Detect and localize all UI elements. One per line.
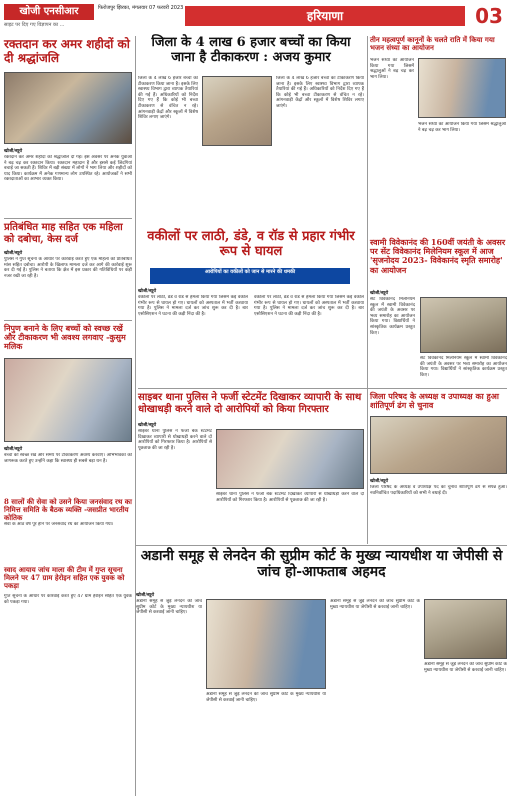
section-title: हरियाणा <box>185 6 465 26</box>
sub-line: साइट पर दिए गए विज्ञापन का ... <box>4 22 65 28</box>
story-1-photo <box>4 72 132 144</box>
story-4-body-col1: जिला के 4 लाख 6 हजार बच्चों का टीकाकरण किया जाना है। इसके लिए स्वास्थ्य विभाग द्वारा व्यापक तैयारियां की गई हैं। अधिकारियों को निर्देश दिए गए हैं कि कोई भी बच्चा टीकाकरण से वंचित न रहे। आंगनवाड़ी केंद्रों और स्कूलों में विशेष शिविर लगाए जाएंगे। <box>138 76 198 121</box>
story-8-body-col2: साइबर थाना पुलिस ने फर्जी बैंक स्टेटमेंट दिखाकर व्यापारी से धोखाधड़ी करने वाले दो आरोपियों को गिरफ्तार किया है। आरोपियों से पूछताछ की जा रही है। <box>216 492 364 503</box>
newspaper-logo: खोजी एनसीआर <box>4 4 94 20</box>
story-3-byline: खोजी/ब्यूरो <box>4 447 23 452</box>
date-line: फिरोजपुर झिरका, मंगलवार 07 फरवरी 2023 <box>98 5 184 11</box>
story-11-headline: अडानी समूह से लेनदेन की सुप्रीम कोर्ट के मुख्य न्यायधीश या जेपीसी से जांच हो-आफताब अहमद <box>140 548 503 581</box>
story-9-body: जिला परिषद के अध्यक्ष व उपाध्यक्ष पद का चुनाव शांतिपूर्ण ढंग से संपन्न हुआ। नवनिर्वाचित पदाधिकारियों को सभी ने बधाई दी। <box>370 485 507 496</box>
story-7-body-col1: भजन संध्या का आयोजन किया गया जिसमें श्रद्धालुओं ने बढ़ चढ़ कर भाग लिया। <box>370 58 414 80</box>
story-6-headline: स्वामी विवेकानंद की 160वीं जयंती के अवसर पर सेंट विवेकानंद मिलेनियम स्कूल में आज 'सृजनोदय 2023- विवेकानंद स्मृति समारोह' का आयोजन <box>370 237 506 275</box>
story-5-banner: आरोपियों का वकीलों को जान से मारने की धमकी <box>150 268 350 284</box>
story-7-body-col2: भजन संध्या का आयोजन किया गया जिसमें श्रद्धालुओं ने बढ़ चढ़ कर भाग लिया। <box>418 122 506 133</box>
story-8-headline: साइबर थाना पुलिस ने फर्जी स्टेटमेंट दिखाकर व्यापारी के साथ धोखाधड़ी करने वाले दो आरोपियों को किया गिरफ्तार <box>138 392 362 415</box>
story-4-photo <box>202 76 272 146</box>
story-9-photo <box>370 416 507 474</box>
story-5-body-col2: वकीलों पर लाठी, डंडे व रॉड से हमला किया गया जिसमें कई वकील गंभीर रूप से घायल हो गए। घायलों को अस्पताल में भर्ती करवाया गया है। पुलिस ने मामला दर्ज कर जांच शुरू कर दी है। बार एसोसिएशन ने घटना की कड़ी निंदा की है। <box>254 295 364 317</box>
story-11-photo-2 <box>424 599 507 659</box>
story-8-photo <box>216 429 364 489</box>
story-10-body: सेवा के आठ वर्ष पूरे होने पर जनसंवाद रथ का आयोजन किया गया। <box>4 522 114 527</box>
story-3-photo <box>4 358 132 442</box>
story-2-byline: खोजी/ब्यूरो <box>4 251 23 256</box>
story-10-headline: 8 सालों की सेवा को उसने किया जनसंवाद रथ का निमित्त समिति के बैठक व्यक्ति -जसप्रीत भारतीय कोतिक <box>4 497 132 523</box>
story-11-photo <box>206 599 326 689</box>
story-5-headline: वकीलों पर लाठी, डंडे, व रॉड से प्रहार गंभीर रूप से घायल <box>147 229 355 259</box>
story-7-headline: तीन महत्वपूर्ण कानूनों के चलते राति में किया गया भजन संध्या का आयोजन <box>370 35 495 53</box>
story-6-photo <box>420 297 507 353</box>
story-12-headline: स्वाद आयाय जांच माला की टीम में गुप्त सूचना मिलने पर 47 ग्राम हेरोइन सहित एक युवक को पकड़ा <box>4 565 125 591</box>
story-2-body: पुलिस ने गुप्त सूचना के आधार पर कार्रवाई करते हुए एक महिला को प्रतिबंधित मांस सहित दबोचा। आरोपी के खिलाफ मामला दर्ज कर आगे की कार्रवाई शुरू कर दी गई है। पुलिस ने बताया कि क्षेत्र में इस प्रकार की गतिविधियों पर कड़ी नजर रखी जा रही है। <box>4 257 132 279</box>
story-12-body: गुप्त सूचना के आधार पर कार्रवाई करते हुए 47 ग्राम हेरोइन सहित एक युवक को पकड़ा गया। <box>4 594 132 605</box>
story-3-body: बच्चों को स्वच्छ रखें और समय पर टीकाकरण अवश्य करवाएं। अभिभावकों को जागरूक करते हुए उन्होंने कहा कि स्वास्थ्य ही सबसे बड़ा धन है। <box>4 453 132 464</box>
story-1-body: रक्तदान कर अमर शहीदों को श्रद्धांजलि दी गई। इस अवसर पर अनेक युवाओं ने बढ़ चढ़ कर रक्तदान किया। रक्तदान महादान है और इससे कई जिंदगियां बचाई जा सकती हैं। शिविर में बड़ी संख्या में लोगों ने भाग लिया और शहीदों को याद किया। कार्यक्रम में अनेक गणमान्य लोग उपस्थित रहे। आयोजकों ने सभी रक्तदाताओं का आभार व्यक्त किया। <box>4 155 132 183</box>
story-6-byline: खोजी/ब्यूरो <box>370 291 389 296</box>
story-11-body-col3: अडानी समूह से जुड़े लेनदेन की जांच सुप्रीम कोर्ट के मुख्य न्यायधीश या जेपीसी से करवाई जानी चाहिए। <box>330 599 420 610</box>
story-4-body-col2: जिला के 4 लाख 6 हजार बच्चों का टीकाकरण किया जाना है। इसके लिए स्वास्थ्य विभाग द्वारा व्यापक तैयारियां की गई हैं। अधिकारियों को निर्देश दिए गए हैं कि कोई भी बच्चा टीकाकरण से वंचित न रहे। आंगनवाड़ी केंद्रों और स्कूलों में विशेष शिविर लगाए जाएंगे। <box>276 76 364 109</box>
story-8-byline: खोजी/ब्यूरो <box>138 423 157 428</box>
story-1-byline: खोजी/ब्यूरो <box>4 149 23 154</box>
page-number: 03 <box>470 3 508 29</box>
story-7-photo <box>418 58 506 118</box>
story-11-byline: खोजी/ब्यूरो <box>136 593 155 598</box>
story-6-body-col1: सेंट विवेकानंद मिलेनियम स्कूल में स्वामी विवेकानंद की जयंती के अवसर पर भव्य समारोह का आयोजन किया गया। विद्यार्थियों ने सांस्कृतिक कार्यक्रम प्रस्तुत किए। <box>370 297 415 336</box>
story-6-body-col2: सेंट विवेकानंद मिलेनियम स्कूल में स्वामी विवेकानंद की जयंती के अवसर पर भव्य समारोह का आयोजन किया गया। विद्यार्थियों ने सांस्कृतिक कार्यक्रम प्रस्तुत किए। <box>420 356 507 378</box>
story-4-headline: जिला के 4 लाख 6 हजार बच्चों का किया जाना है टीकाकरण : अजय कुमार <box>151 35 351 65</box>
story-8-body-col1: साइबर थाना पुलिस ने फर्जी बैंक स्टेटमेंट दिखाकर व्यापारी से धोखाधड़ी करने वाले दो आरोपियों को गिरफ्तार किया है। आरोपियों से पूछताछ की जा रही है। <box>138 429 212 451</box>
story-9-byline: खोजी/ब्यूरो <box>370 479 389 484</box>
story-3-headline: निपुण बनाने के लिए बच्चों को स्वच्छ रखें और टीकाकरण भी अवश्य लगवाए -कुसुम मलिक <box>4 323 126 352</box>
story-11-body-col2: अडानी समूह से जुड़े लेनदेन की जांच सुप्रीम कोर्ट के मुख्य न्यायधीश या जेपीसी से करवाई जानी चाहिए। <box>206 692 326 703</box>
story-11-body-col4: अडानी समूह से जुड़े लेनदेन की जांच सुप्रीम कोर्ट के मुख्य न्यायधीश या जेपीसी से करवाई जानी चाहिए। <box>424 662 507 673</box>
story-11-body-col1: अडानी समूह से जुड़े लेनदेन की जांच सुप्रीम कोर्ट के मुख्य न्यायधीश या जेपीसी से करवाई जानी चाहिए। <box>136 599 202 616</box>
story-5-byline: खोजी/ब्यूरो <box>138 289 157 294</box>
story-2-headline: प्रतिबंधित माह सहित एक महिला को दबोचा, केस दर्ज <box>4 222 123 245</box>
story-1-headline: रक्तदान कर अमर शहीदों को दी श्रद्धांजलि <box>4 37 130 65</box>
story-9-headline: जिला परिषद के अध्यक्ष व उपाध्यक्ष का हुआ शांतिपूर्ण ढंग से चुनाव <box>370 391 499 411</box>
story-5-body-col1: वकीलों पर लाठी, डंडे व रॉड से हमला किया गया जिसमें कई वकील गंभीर रूप से घायल हो गए। घायलों को अस्पताल में भर्ती करवाया गया है। पुलिस ने मामला दर्ज कर जांच शुरू कर दी है। बार एसोसिएशन ने घटना की कड़ी निंदा की है। <box>138 295 248 317</box>
